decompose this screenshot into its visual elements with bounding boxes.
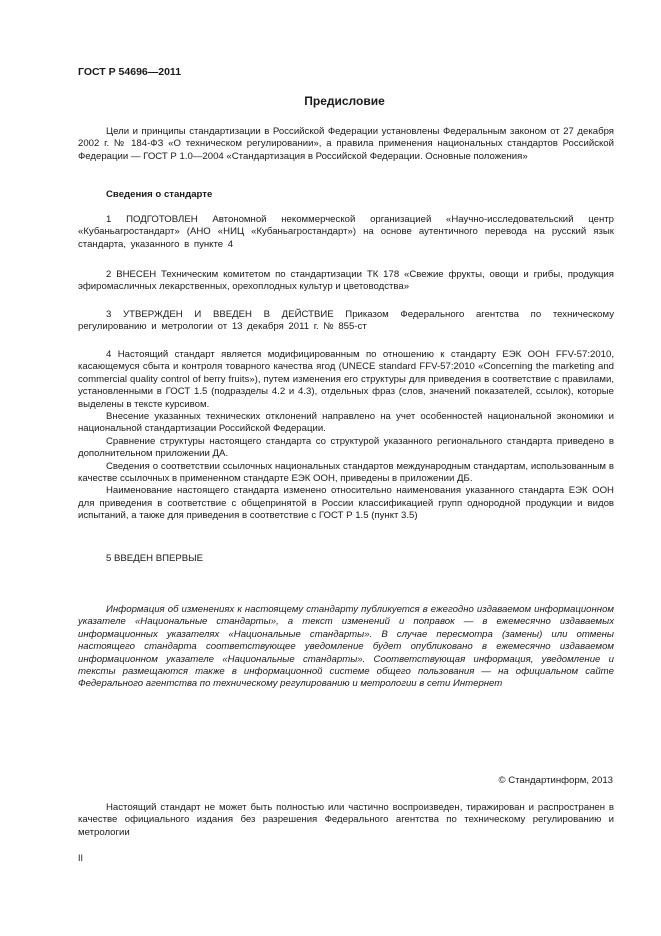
item-4-paragraph-5: Наименование настоящего стандарта изменено относительно наименования указанного стандарта ЕЭК ООН для приведения в соответствие с общепринятой в России классификацией групп однородной продукции и видов испытаний, а также для приведения в соответствие с ГОСТ Р 1.5 (пункт 3.5)	[78, 485, 614, 522]
item-5	[78, 553, 614, 565]
item-3	[78, 309, 614, 334]
reproduction-notice-text: Настоящий стандарт не может быть полностью или частично воспроизведен, тиражирован и распространен в качестве официального издания без разрешения Федерального агентства по техническому регулированию и метрологии	[78, 802, 614, 838]
item-2	[78, 269, 614, 294]
intro-text: Цели и принципы стандартизации в Российской Федерации установлены Федеральным законом от 27 декабря 2002 г. № 184-ФЗ «О техническом регулировании», а правила применения национальных стандартов Российской Федерации — ГОСТ Р 1.0—2004 «Стандартизация в Российской Федерации. Основные положения»	[78, 126, 614, 162]
item-4-paragraph-1: 4 Настоящий стандарт является модифицированным по отношению к стандарту ЕЭК ООН FFV-57:2010, касающемуся сбыта и контроля товарного качества ягод (UNECE standard FFV-57:2010 «Concerning the marketing and commercial quality control of berry fruits»), путем изменения его структуры для приведения в соответствие с правилами, установленными в ГОСТ 1.5 (подразделы 4.2 и 4.3), отдельных фраз (слов, значений показателей, ссылок), которые выделены в тексте курсивом.	[78, 349, 614, 410]
item-1-text: 1 ПОДГОТОВЛЕН Автономной некоммерческой организацией «Научно-исследовательский центр «Кубаньагростандарт» (АНО «НИЦ «Кубаньагростандарт») на основе аутентичного перевода на русский язык стандарта, указанного в пункте 4	[78, 214, 614, 250]
document-code: ГОСТ Р 54696—2011	[78, 66, 182, 78]
reproduction-notice	[78, 802, 614, 839]
intro-paragraph	[78, 126, 614, 163]
page-number: II	[78, 853, 84, 863]
item-4	[78, 349, 614, 523]
item-3-text: 3 УТВЕРЖДЕН И ВВЕДЕН В ДЕЙСТВИЕ Приказом Федерального агентства по техническому регулированию и метрологии от 13 декабря 2011 г. № 855-ст	[78, 309, 614, 333]
item-5-text: 5 ВВЕДЕН ВПЕРВЫЕ	[106, 553, 204, 564]
item-2-text: 2 ВНЕСЕН Техническим комитетом по стандартизации ТК 178 «Свежие фрукты, овощи и грибы, продукция эфиромасличных лекарственных, орехоплодных культур и цветоводства»	[78, 269, 614, 293]
info-notice-text: Информация об изменениях к настоящему стандарту публикуется в ежегодно издаваемом информационном указателе «Национальные стандарты», а текст изменений и поправок — в ежемесячно издаваемых информационных указателях «Национальные стандарты». В случае пересмотра (замены) или отмены настоящего стандарта соответствующее уведомление будет опубликовано в ежемесячно издаваемом информационном указателе «Национальные стандарты». Соответствующая информация, уведомление и тексты размещаются также в информационной системе общего пользования — на официальном сайте Федерального агентства по техническому регулированию и метрологии в сети Интернет	[78, 604, 614, 690]
page-title: Предисловие	[304, 94, 385, 108]
copyright: © Стандартинформ, 2013	[498, 775, 613, 786]
info-notice	[78, 604, 614, 691]
section-heading: Сведения о стандарте	[106, 189, 213, 200]
item-1	[78, 214, 614, 251]
item-4-paragraph-2: Внесение указанных технических отклонений направлено на учет особенностей национальной экономики и национальной стандартизации Российской Федерации.	[78, 411, 614, 435]
item-4-paragraph-4: Сведения о соответствии ссылочных национальных стандартов международным стандартам, использованным в качестве ссылочных в примененном стандарте ЕЭК ООН, приведены в приложении ДБ.	[78, 460, 614, 485]
item-4-paragraph-3: Сравнение структуры настоящего стандарта со структурой указанного регионального стандарта приведено в дополнительном приложении ДА.	[78, 435, 614, 460]
